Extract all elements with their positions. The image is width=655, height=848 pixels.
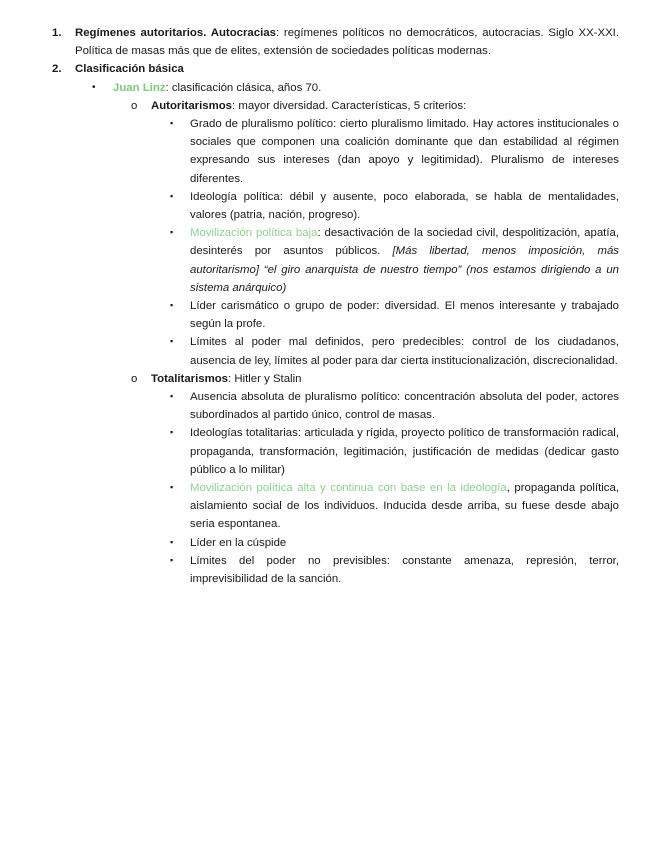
section-text: : regímenes políticos no democráticos, autocracias. Siglo XX-XXI. Política de masas más que de elites, extensión de sociedades políticas modernas.: [75, 27, 620, 58]
list-item: [0, 479, 655, 534]
item-text: Grado de pluralismo político: cierto pluralismo limitado. Hay actores institucionales o sociales que componen una coalición dominante que dan estabilidad al régimen expresando sus intereses (dan apoyo y legitimidad). Pluralismo de intereses diferentes.: [190, 118, 619, 185]
item-text: Límites al poder mal definidos, pero predecibles: control de los ciudadanos, ausencia de ley, límites al poder para dar cierta institucionalización, discrecionalidad.: [190, 336, 619, 367]
linz-text: : clasificación clásica, años 70.: [165, 81, 322, 94]
subsection-text: : mayor diversidad. Características, 5 criterios:: [232, 99, 467, 112]
item-text: Límites del poder no previsibles: constante amenaza, represión, terror, imprevisibilidad de la sanción.: [190, 554, 619, 586]
square-bullet-icon: ▪: [170, 427, 174, 438]
section-1: [0, 24, 655, 60]
highlight-text: Movilización política baja: [190, 227, 318, 240]
document-page: [0, 24, 655, 588]
square-bullet-icon: ▪: [170, 118, 174, 129]
square-bullet-icon: ▪: [170, 554, 174, 565]
totalitarismos-item: [0, 370, 655, 388]
list-item: [0, 297, 655, 333]
subsection-title: Autoritarismos: [151, 99, 233, 112]
item-text: Líder en la cúspide: [190, 536, 287, 549]
list-item: [0, 188, 655, 224]
section-title: Regímenes autoritarios. Autocracias: [75, 27, 276, 39]
bullet-icon: •: [92, 81, 96, 93]
list-item: [0, 534, 655, 552]
italic-note: [Más libertad, menos imposición, más autoritarismo] “el giro anarquista de nuestro tiempo” (nos estamos dirigiendo a un sistema anárquico): [190, 245, 619, 294]
section-2: [0, 60, 655, 78]
list-item: [0, 552, 655, 588]
square-bullet-icon: ▪: [170, 300, 174, 311]
highlight-text: Movilización política alta y continua con base en la ideología: [190, 482, 507, 495]
item-text: Ausencia absoluta de pluralismo político: concentración absoluta del poder, actores subordinados al partido único, control de masas.: [190, 391, 619, 422]
item-text: Ideología política: débil y ausente, poco elaborada, se habla de mentalidades, valores (patria, nación, progreso).: [190, 190, 619, 222]
item-text: : desactivación de la sociedad civil, despolitización, apatía, desinterés por asuntos públicos.: [190, 227, 619, 258]
list-number: 1.: [52, 27, 62, 39]
subsection-title: Totalitarismos: [151, 372, 229, 385]
author-name: Juan Linz: [113, 81, 166, 94]
list-number: 2.: [52, 63, 62, 76]
subsection-text: : Hitler y Stalin: [228, 372, 302, 385]
list-item: [0, 388, 655, 424]
square-bullet-icon: ▪: [170, 227, 174, 238]
square-bullet-icon: ▪: [170, 336, 174, 347]
square-bullet-icon: ▪: [170, 536, 174, 547]
item-text: , propaganda política, aislamiento social de los individuos. Inducida desde arriba, su fuese desde abajo seria espontanea.: [190, 482, 619, 531]
circle-bullet-icon: o: [131, 99, 138, 112]
item-text: Líder carismático o grupo de poder: diversidad. El menos interesante y trabajado según la profe.: [190, 300, 619, 331]
square-bullet-icon: ▪: [170, 190, 174, 201]
square-bullet-icon: ▪: [170, 391, 174, 402]
list-item: [0, 333, 655, 369]
list-item: [0, 424, 655, 479]
item-text: Ideologías totalitarias: articulada y rígida, proyecto político de transformación radical, propaganda, transformación, legitimación, justificación de medidas (dedicar gasto público a lo militar): [190, 427, 619, 476]
square-bullet-icon: ▪: [170, 482, 174, 493]
list-item: [0, 224, 655, 297]
circle-bullet-icon: o: [131, 372, 138, 385]
linz-item: [0, 79, 655, 97]
section-title: Clasificación básica: [75, 63, 184, 76]
list-item: [0, 115, 655, 188]
autoritarismos-item: [0, 97, 655, 115]
